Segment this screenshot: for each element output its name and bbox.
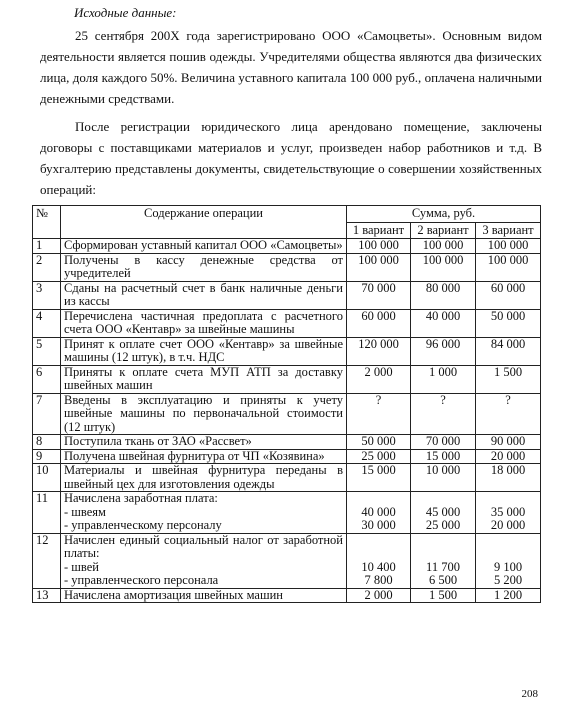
amount-variant-3 xyxy=(476,449,541,464)
page-number: 208 xyxy=(521,688,538,700)
amount-value: 45 000 xyxy=(425,504,461,519)
row-number: 8 xyxy=(33,435,61,450)
operation-line: Сданы на расчетный счет в банк наличные деньги из кассы xyxy=(64,280,343,308)
amount-value: 100 000 xyxy=(487,252,529,267)
operation-line: - швеям xyxy=(64,504,106,519)
row-number: 1 xyxy=(33,239,61,254)
amount-value: 30 000 xyxy=(361,518,396,532)
amount-value: 5 200 xyxy=(493,573,523,587)
amount-variant-2 xyxy=(411,365,476,393)
amount-variant-3 xyxy=(476,281,541,309)
header-operation: Содержание операции xyxy=(61,206,347,239)
amount-variant-1 xyxy=(347,337,411,365)
amount-value: 84 000 xyxy=(490,336,526,351)
operation-description xyxy=(61,435,347,450)
amount-variant-3 xyxy=(476,464,541,492)
amount-value xyxy=(479,492,537,506)
amount-value: 96 000 xyxy=(425,336,461,351)
amount-variant-1 xyxy=(347,533,411,588)
header-variant-3: 3 вариант xyxy=(476,222,541,239)
amount-value: 1 500 xyxy=(493,364,523,379)
second-paragraph: После регистрации юридического лица арендовано помещение, заключены договоры с поставщиками материалов и услуг, произведен набор работников и т.д. В бухгалтерию представлены документы, свидетельствующие о совершении хозяйственных операций: xyxy=(40,119,542,197)
amount-value: 40 000 xyxy=(361,504,396,519)
table-row xyxy=(33,393,541,435)
amount-value xyxy=(414,547,472,561)
amount-value: 11 700 xyxy=(426,559,460,574)
amount-value: 90 000 xyxy=(490,434,526,448)
operation-line: Получена швейная фурнитура от ЧП «Козявина» xyxy=(64,448,325,463)
amount-variant-2 xyxy=(411,449,476,464)
amount-variant-3 xyxy=(476,337,541,365)
row-number: 10 xyxy=(33,464,61,492)
amount-value: 25 000 xyxy=(361,448,396,463)
amount-value: 120 000 xyxy=(358,336,399,351)
operation-description xyxy=(61,449,347,464)
header-amount: Сумма, руб. xyxy=(347,206,541,223)
amount-variant-3 xyxy=(476,309,541,337)
amount-value: 1 500 xyxy=(428,587,458,602)
amount-variant-1 xyxy=(347,309,411,337)
operation-description xyxy=(61,492,347,534)
amount-value: 2 000 xyxy=(364,364,393,379)
row-number: 11 xyxy=(33,492,61,534)
operation-line: Сформирован уставный капитал ООО «Самоцветы» xyxy=(64,238,343,252)
operation-line: Поступила ткань от ЗАО «Рассвет» xyxy=(64,434,252,448)
row-number: 4 xyxy=(33,309,61,337)
row-number: 12 xyxy=(33,533,61,588)
amount-value: 70 000 xyxy=(425,434,461,448)
operation-line: - швей xyxy=(64,559,99,574)
operation-line: Начислена заработная плата: xyxy=(64,491,218,505)
operation-description xyxy=(61,309,347,337)
operation-description xyxy=(61,588,347,603)
amount-variant-1 xyxy=(347,281,411,309)
amount-value xyxy=(350,534,407,548)
table-row xyxy=(33,309,541,337)
operation-line: Принят к оплате счет ООО «Кентавр» за швейные машины (12 штук), в т.ч. НДС xyxy=(64,336,343,364)
operation-line: - управленческого персонала xyxy=(64,573,219,587)
table-row xyxy=(33,253,541,281)
operation-line: Приняты к оплате счета МУП АТП за доставку швейных машин xyxy=(64,364,343,392)
operation-line: Материалы и швейная фурнитура переданы в швейный цех для изготовления одежды xyxy=(64,463,343,491)
operation-description xyxy=(61,281,347,309)
operation-description xyxy=(61,464,347,492)
amount-value: 15 000 xyxy=(425,448,461,463)
amount-value: 15 000 xyxy=(361,463,396,477)
amount-value xyxy=(350,492,407,506)
table-row xyxy=(33,533,541,588)
operation-description xyxy=(61,393,347,435)
row-number: 5 xyxy=(33,337,61,365)
amount-value: 100 000 xyxy=(422,252,464,267)
amount-variant-1 xyxy=(347,365,411,393)
amount-variant-2 xyxy=(411,492,476,534)
table-row xyxy=(33,239,541,254)
table-row xyxy=(33,588,541,603)
amount-value: 6 500 xyxy=(428,573,458,587)
amount-value: 70 000 xyxy=(361,280,396,295)
amount-value: 7 800 xyxy=(364,573,393,587)
table-row xyxy=(33,449,541,464)
amount-value: 100 000 xyxy=(487,238,529,252)
intro-paragraph: 25 сентября 200Х года зарегистрировано ООО «Самоцветы». Основным видом деятельности является пошив одежды. Учредителями общества являются два физических лица, доля каждого 50%. Величина уставного капитала 100 000 руб., оплачена наличными денежными средствами. xyxy=(40,28,542,106)
amount-value: 50 000 xyxy=(490,308,526,323)
amount-value: 100 000 xyxy=(358,238,399,252)
amount-variant-1 xyxy=(347,253,411,281)
amount-value: 1 200 xyxy=(493,587,523,602)
amount-value: 25 000 xyxy=(425,518,461,532)
table-header-row xyxy=(33,206,541,223)
amount-value xyxy=(414,492,472,506)
amount-value: 2 000 xyxy=(364,587,393,602)
amount-value: 35 000 xyxy=(490,504,526,519)
amount-variant-2 xyxy=(411,435,476,450)
operations-table xyxy=(32,205,541,603)
amount-variant-2 xyxy=(411,309,476,337)
amount-value: 50 000 xyxy=(361,434,396,448)
operation-line: Получены в кассу денежные средства от учредителей xyxy=(64,252,343,280)
operation-line: - управленческому персоналу xyxy=(64,518,222,532)
amount-variant-2 xyxy=(411,533,476,588)
amount-variant-1 xyxy=(347,492,411,534)
row-number: 2 xyxy=(33,253,61,281)
table-row xyxy=(33,365,541,393)
amount-variant-2 xyxy=(411,337,476,365)
row-number: 6 xyxy=(33,365,61,393)
amount-variant-1 xyxy=(347,449,411,464)
amount-variant-1 xyxy=(347,464,411,492)
amount-value: 40 000 xyxy=(425,308,461,323)
operation-line: Перечислена частичная предоплата с расчетного счета ООО «Кентавр» за швейные машины xyxy=(64,308,343,336)
amount-variant-1 xyxy=(347,239,411,254)
amount-variant-3 xyxy=(476,533,541,588)
amount-value: 100 000 xyxy=(422,238,464,252)
operation-line: Начислена амортизация швейных машин xyxy=(64,587,283,602)
amount-variant-3 xyxy=(476,393,541,435)
amount-value: 100 000 xyxy=(358,252,399,267)
amount-variant-1 xyxy=(347,435,411,450)
amount-variant-2 xyxy=(411,393,476,435)
amount-value: 18 000 xyxy=(490,463,526,477)
table-body xyxy=(33,239,541,603)
amount-value: 9 100 xyxy=(493,559,523,574)
amount-variant-2 xyxy=(411,464,476,492)
row-number: 13 xyxy=(33,588,61,603)
operation-description xyxy=(61,533,347,588)
amount-value: 1 000 xyxy=(428,364,458,379)
row-number: 3 xyxy=(33,281,61,309)
amount-value: ? xyxy=(440,392,446,407)
amount-variant-1 xyxy=(347,393,411,435)
amount-value: 10 400 xyxy=(361,559,396,574)
header-number: № xyxy=(33,206,61,239)
operation-line: Введены в эксплуатацию и приняты к учету швейные машины по первоначальной стоимости (12 штук) xyxy=(64,392,343,434)
amount-value: 80 000 xyxy=(425,280,461,295)
table-row xyxy=(33,337,541,365)
amount-value: 20 000 xyxy=(490,448,526,463)
operation-description xyxy=(61,365,347,393)
amount-variant-3 xyxy=(476,253,541,281)
operation-description xyxy=(61,239,347,254)
table-row xyxy=(33,435,541,450)
amount-variant-3 xyxy=(476,365,541,393)
table-row xyxy=(33,464,541,492)
row-number: 7 xyxy=(33,393,61,435)
amount-value: ? xyxy=(375,392,382,407)
operation-line: Начислен единый социальный налог от заработной платы: xyxy=(64,532,343,560)
table-row xyxy=(33,492,541,534)
amount-value: 60 000 xyxy=(361,308,396,323)
amount-variant-3 xyxy=(476,492,541,534)
row-number: 9 xyxy=(33,449,61,464)
amount-variant-2 xyxy=(411,281,476,309)
amount-value: 60 000 xyxy=(490,280,526,295)
header-variant-2: 2 вариант xyxy=(411,222,476,239)
amount-value: 10 000 xyxy=(425,463,461,477)
amount-value xyxy=(479,547,537,561)
operation-description xyxy=(61,337,347,365)
amount-variant-2 xyxy=(411,588,476,603)
section-heading: Исходные данные: xyxy=(74,5,177,20)
amount-variant-3 xyxy=(476,239,541,254)
operation-description xyxy=(61,253,347,281)
amount-value xyxy=(350,547,407,561)
table-row xyxy=(33,281,541,309)
amount-value: ? xyxy=(505,392,511,407)
amount-variant-3 xyxy=(476,588,541,603)
amount-value: 20 000 xyxy=(490,518,526,532)
amount-value xyxy=(479,534,537,548)
amount-variant-3 xyxy=(476,435,541,450)
amount-value xyxy=(414,534,472,548)
amount-variant-2 xyxy=(411,253,476,281)
amount-variant-1 xyxy=(347,588,411,603)
header-variant-1: 1 вариант xyxy=(347,222,411,239)
amount-variant-2 xyxy=(411,239,476,254)
